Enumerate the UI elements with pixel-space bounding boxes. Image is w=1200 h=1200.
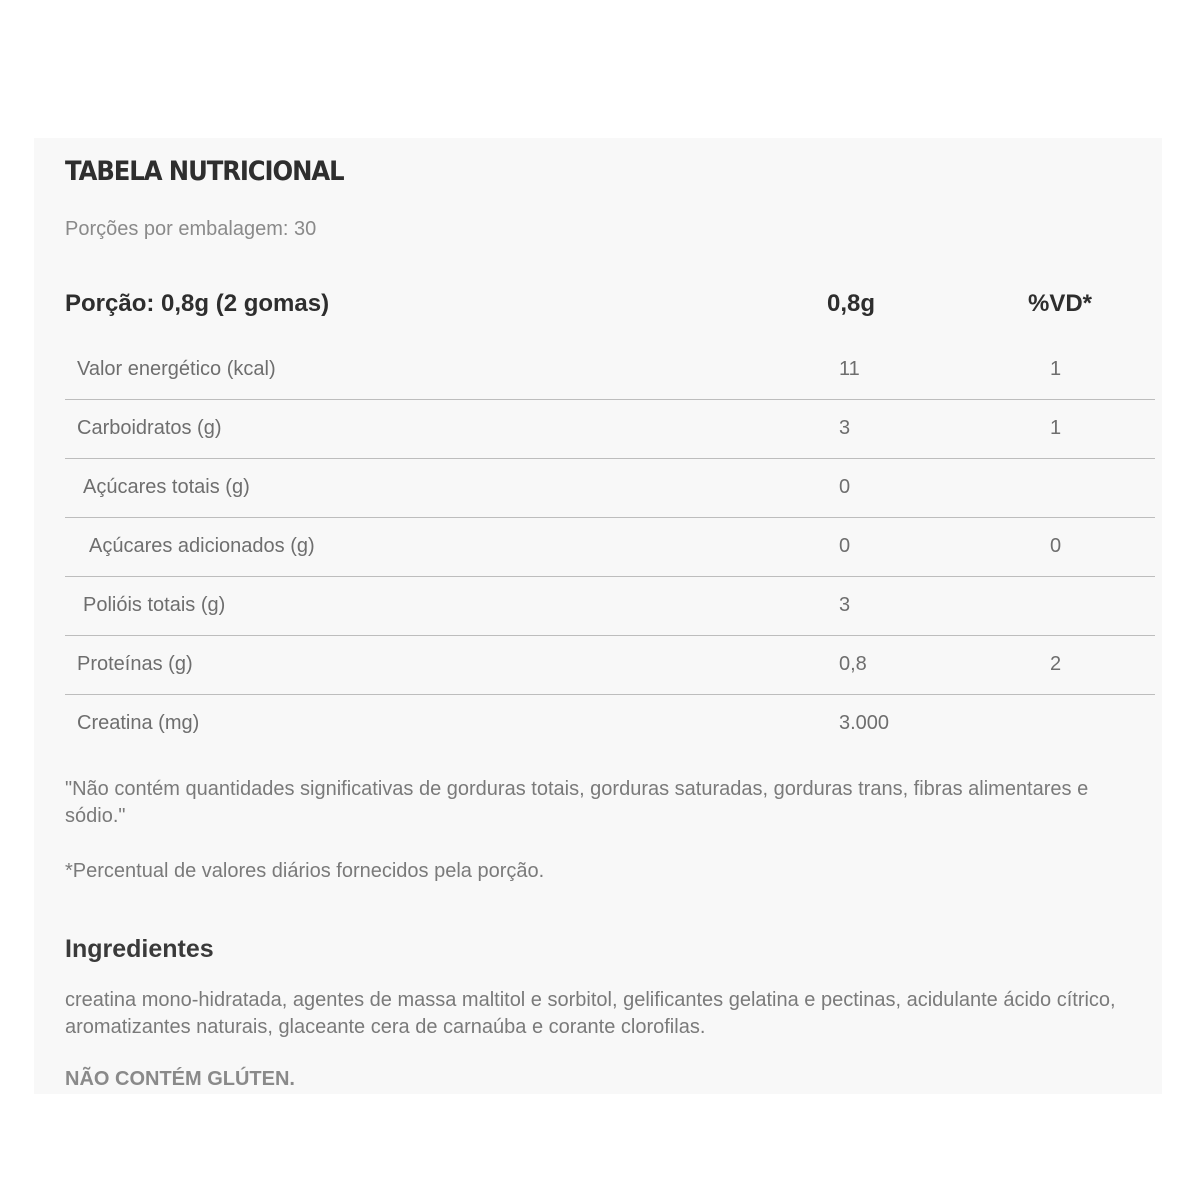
page-title: TABELA NUTRICIONAL xyxy=(65,156,344,187)
amount-header: 0,8g xyxy=(827,290,876,317)
nutrient-label: Valor energético (kcal) xyxy=(77,358,276,380)
servings-per-package: Porções por embalagem: 30 xyxy=(65,218,317,240)
nutrient-label: Creatina (mg) xyxy=(77,712,200,734)
gluten-notice: NÃO CONTÉM GLÚTEN. xyxy=(65,1068,295,1090)
portion-header: Porção: 0,8g (2 gomas) xyxy=(65,290,330,317)
nutrient-label: Carboidratos (g) xyxy=(77,417,222,439)
not-significant-note: "Não contém quantidades significativas de gorduras totais, gorduras saturadas, gorduras trans, fibras alimentares e sódio." xyxy=(65,778,1089,827)
nutrition-panel xyxy=(34,138,1162,1094)
nutrient-amount: 3.000 xyxy=(839,712,890,734)
table-row xyxy=(65,518,1155,577)
nutrient-dv: 1 xyxy=(1050,417,1062,439)
nutrient-label: Açúcares adicionados (g) xyxy=(89,535,315,557)
table-row xyxy=(65,636,1155,695)
nutrient-amount: 11 xyxy=(839,358,860,380)
nutrient-amount: 0 xyxy=(839,535,851,557)
ingredients-title: Ingredientes xyxy=(65,935,214,963)
nutrient-amount: 3 xyxy=(839,594,851,616)
table-row xyxy=(65,341,1155,400)
nutrient-amount: 0 xyxy=(839,476,851,498)
nutrient-dv: 0 xyxy=(1050,535,1062,557)
ingredients-text: creatina mono-hidratada, agentes de massa maltitol e sorbitol, gelificantes gelatina e pectinas, acidulante ácido cítrico, aromatizantes naturais, glaceante cera de carnaúba e corante clorofilas. xyxy=(65,989,1116,1038)
nutrient-label: Açúcares totais (g) xyxy=(83,476,250,498)
table-row xyxy=(65,695,1155,753)
table-row xyxy=(65,459,1155,518)
nutrient-label: Proteínas (g) xyxy=(77,653,193,675)
dv-footnote: *Percentual de valores diários fornecidos pela porção. xyxy=(65,860,545,882)
dv-header: %VD* xyxy=(1028,290,1093,317)
nutrient-amount: 0,8 xyxy=(839,653,867,675)
nutrition-table xyxy=(65,341,1155,753)
nutrient-label: Polióis totais (g) xyxy=(83,594,226,616)
table-header xyxy=(65,290,1155,322)
nutrient-dv: 1 xyxy=(1050,358,1062,380)
table-row xyxy=(65,400,1155,459)
table-row xyxy=(65,577,1155,636)
nutrient-dv: 2 xyxy=(1050,653,1062,675)
nutrient-amount: 3 xyxy=(839,417,851,439)
